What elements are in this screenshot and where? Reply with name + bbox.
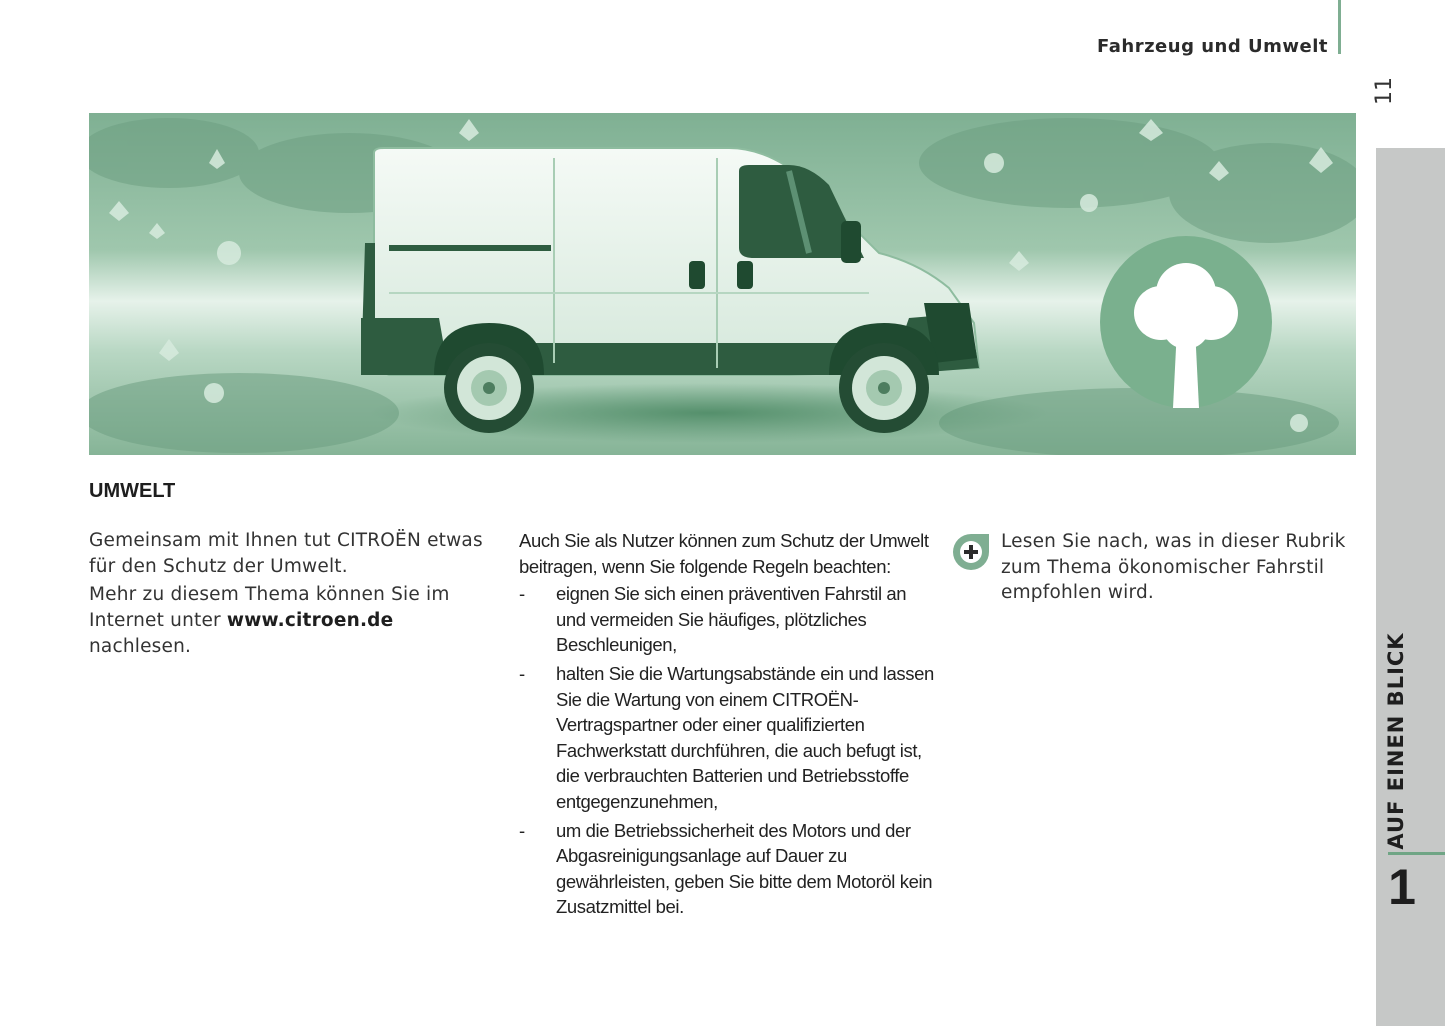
list-item	[519, 818, 939, 920]
plus-info-icon	[951, 532, 991, 572]
page-number: 11	[1372, 77, 1397, 105]
rules-column	[519, 528, 939, 923]
list-item-text: eignen Sie sich einen präventiven Fahrstil an und vermeiden Sie häufiges, plötzliches Beschleunigen,	[556, 583, 907, 656]
website-text-after: nachlesen.	[89, 636, 192, 657]
website-link[interactable]: www.citroen.de	[226, 610, 394, 631]
front-wheel	[839, 343, 929, 433]
header-divider	[1338, 0, 1341, 54]
banner-illustration	[89, 113, 1356, 455]
chapter-tab-divider	[1388, 852, 1445, 855]
page-header-title: Fahrzeug und Umwelt	[1097, 36, 1328, 57]
chapter-number: 1	[1388, 859, 1416, 915]
website-text-before: Mehr zu diesem Thema können Sie im Internet unter	[89, 584, 450, 631]
chapter-tab-label: AUF EINEN BLICK	[1384, 632, 1408, 850]
tree-icon	[1100, 236, 1272, 408]
section-heading: UMWELT	[89, 480, 176, 502]
bullet-marker: -	[519, 583, 525, 605]
list-item-text: halten Sie die Wartungsabstände ein und lassen Sie die Wartung von einem CITROËN-Vertragspartner oder einer qualifizierten Fachwerkstatt durchführen, die auch befugt ist, die verbrauchten Batterien und Betriebsstoffe entgegenzunehmen,	[556, 662, 934, 812]
rules-intro: Auch Sie als Nutzer können zum Schutz der Umwelt beitragen, wenn Sie folgende Regeln beachten:	[519, 530, 929, 577]
intro-paragraph: Gemeinsam mit Ihnen tut CITROËN etwas für den Schutz der Umwelt.	[89, 530, 483, 577]
rear-wheel	[444, 343, 534, 433]
intro-column	[89, 528, 489, 662]
website-paragraph	[89, 582, 489, 660]
environment-banner	[89, 113, 1356, 455]
list-item	[519, 661, 939, 815]
note-text: Lesen Sie nach, was in dieser Rubrik zum Thema ökonomischer Fahrstil empfohlen wird.	[1001, 531, 1346, 604]
rules-list	[519, 581, 939, 920]
bullet-marker: -	[519, 662, 525, 684]
bullet-marker: -	[519, 819, 525, 841]
list-item	[519, 581, 939, 658]
list-item-text: um die Betriebssicherheit des Motors und der Abgasreinigungsanlage auf Dauer zu gewährleisten, geben Sie bitte dem Motoröl kein Zusatzmittel bei.	[556, 819, 933, 918]
